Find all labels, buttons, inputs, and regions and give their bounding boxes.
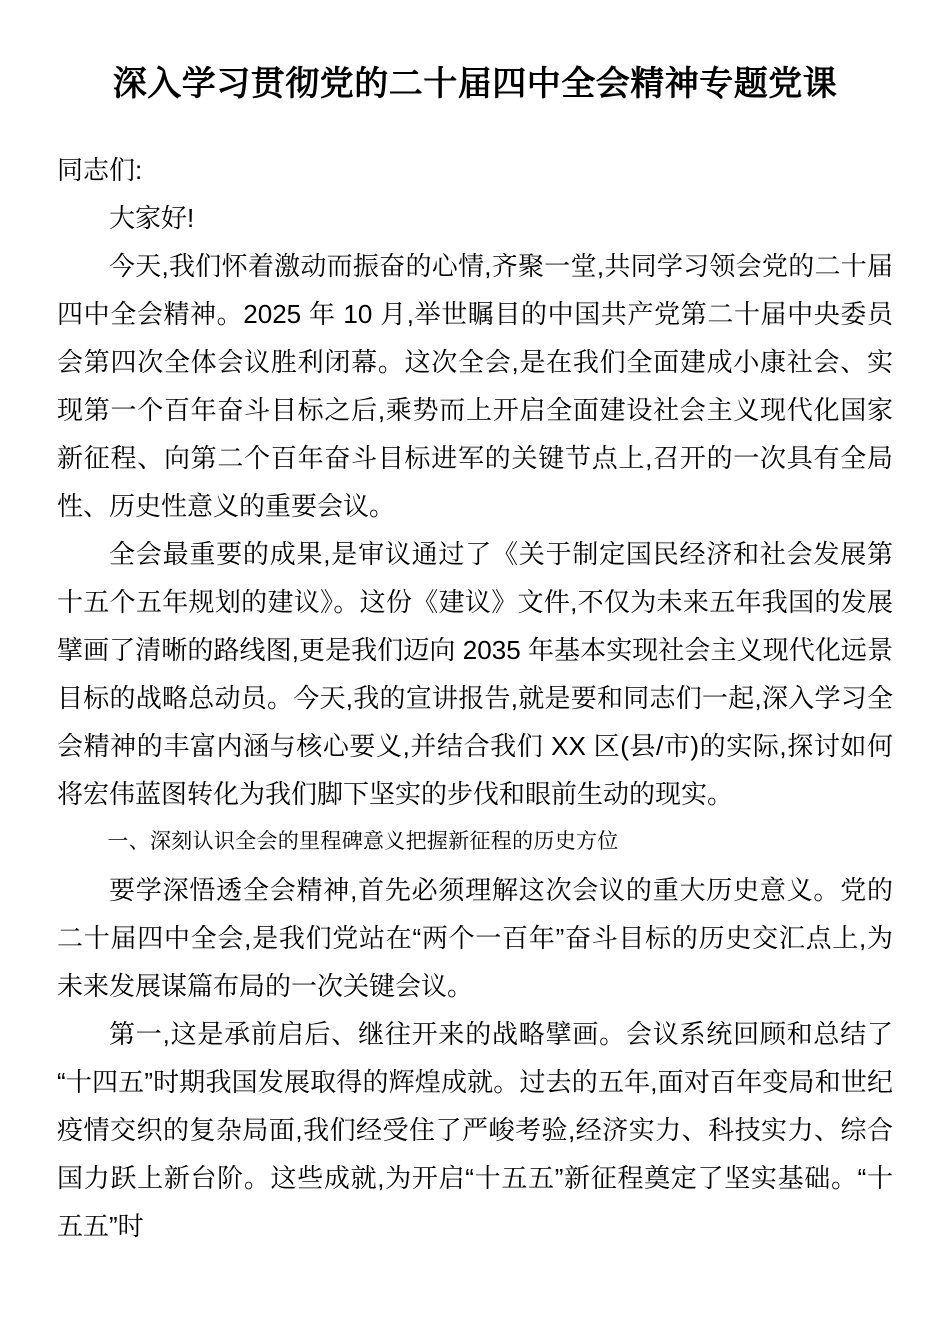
salutation: 同志们:: [57, 155, 143, 185]
greeting-line: 大家好!: [109, 203, 195, 233]
body-paragraph-1: 今天,我们怀着激动而振奋的心情,齐聚一堂,共同学习领会党的二十届四中全会精神。2025 年 10 月,举世瞩目的中国共产党第二十届中央委员会第四次全体会议胜利闭幕。这次全会,是在我们全面建成小康社会、实现第一个百年奋斗目标之后,乘势而上开启全面建设社会主义现代化国家新征程、向第二个百年奋斗目标进军的关键节点上,召开的一次具有全局性、历史性意义的重要会议。: [57, 251, 893, 521]
section-heading-1: 一、深刻认识全会的里程碑意义把握新征程的历史方位: [107, 830, 619, 853]
body-paragraph-2: 全会最重要的成果,是审议通过了《关于制定国民经济和社会发展第十五个五年规划的建议》。这份《建议》文件,不仅为未来五年我国的发展擘画了清晰的路线图,更是我们迈向 2035 年基本实现社会主义现代化远景目标的战略总动员。今天,我的宣讲报告,就是要和同志们一起,深入学习全会精神的丰富内涵与核心要义,并结合我们 XX 区(县/市)的实际,探讨如何将宏伟蓝图转化为我们脚下坚实的步伐和眼前生动的现实。: [57, 539, 893, 809]
page-title: 深入学习贯彻党的二十届四中全会精神专题党课: [112, 65, 838, 103]
section-1-paragraph-1: 要学深悟透全会精神,首先必须理解这次会议的重大历史意义。党的二十届四中全会,是我们党站在“两个一百年”奋斗目标的历史交汇点上,为未来发展谋篇布局的一次关键会议。: [57, 875, 893, 1001]
section-1-paragraph-2: 第一,这是承前启后、继往开来的战略擘画。会议系统回顾和总结了“十四五”时期我国发展取得的辉煌成就。过去的五年,面对百年变局和世纪疫情交织的复杂局面,我们经受住了严峻考验,经济实力、科技实力、综合国力跃上新台阶。这些成就,为开启“十五五”新征程奠定了坚实基础。“十五五”时: [57, 1019, 893, 1241]
